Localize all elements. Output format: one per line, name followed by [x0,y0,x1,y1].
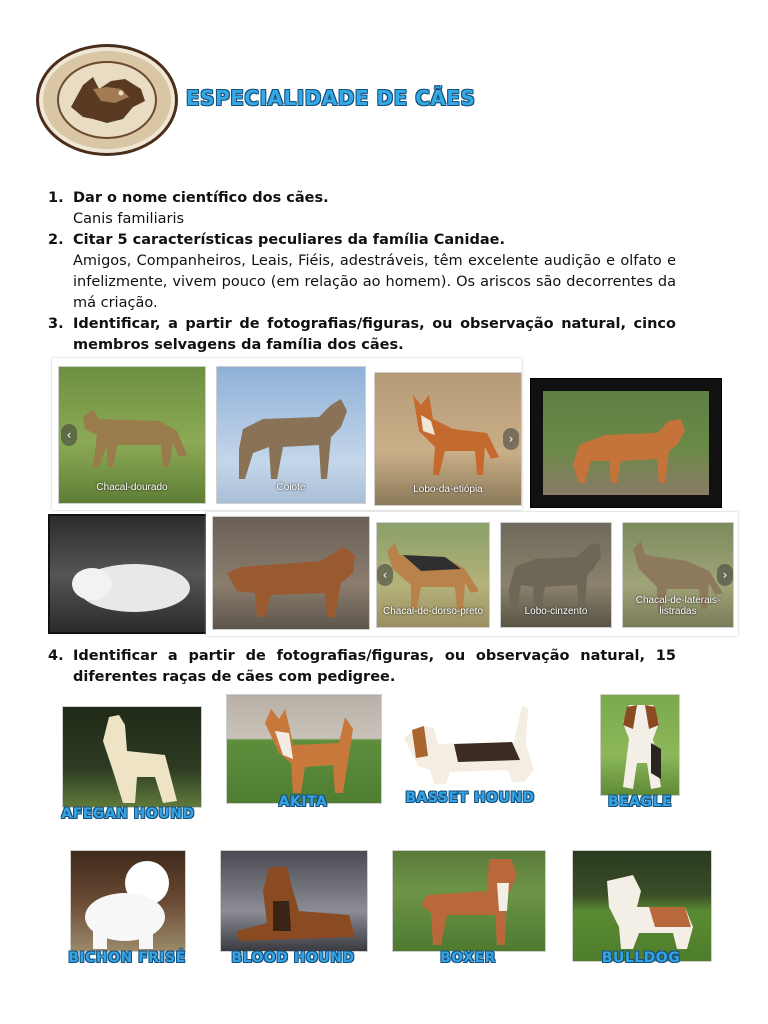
beagle-silhouette-icon [611,699,671,793]
bush-dog-silhouette-icon [221,537,361,623]
photo-caption: Lobo-cinzento [524,606,588,617]
breed-photo-bulldog [572,850,712,962]
breed-label: BULLDOG [601,950,681,966]
answer-2: Amigos, Companheiros, Leais, Fiéis, adestráveis, têm excelente audição e olfato e infelizmente, vivem pouco (em relação ao homem). Os ariscos são decorrentes da má criação. [73,253,676,311]
wild-photo-golden-jackal [58,366,206,504]
breed-photo-afghan-hound [62,706,202,808]
breed-label: AKITA [278,794,328,810]
wild-photo-bush-dog [212,516,370,630]
wild-photo-dhole [530,378,722,508]
akita-silhouette-icon [253,703,357,799]
question-1 [48,188,676,209]
wild-photo-black-backed-jackal [376,522,490,628]
question-3 [48,314,676,356]
dog-specialty-badge [36,44,178,156]
photo-caption: Chacal-dourado [96,482,168,493]
breed-label: BOXER [440,950,496,966]
boxer-silhouette-icon [407,855,531,949]
answer-1: Canis familiaris [73,211,185,227]
breed-photo-basset-hound [392,700,546,792]
questions-block [48,188,676,356]
black-backed-jackal-silhouette-icon [381,535,485,615]
question-text: Identificar a partir de fotografias/figuras, ou observação natural, 15 diferentes raças de cães com pedigree. [73,648,676,685]
photo-caption: Lobo-da-etiópia [413,484,483,495]
breed-photo-boxer [392,850,546,952]
breed-photo-bloodhound [220,850,368,952]
question-number: 4. [48,648,64,664]
breed-photo-beagle [600,694,680,796]
bloodhound-silhouette-icon [229,861,361,947]
badge-inner [57,61,157,139]
bichon-frise-silhouette-icon [79,857,177,951]
jackal-silhouette-icon [69,389,195,473]
carousel-prev-button[interactable]: ‹ [377,564,393,586]
ethiopian-wolf-silhouette-icon [395,385,505,481]
wolf-head-icon [63,67,151,133]
breed-photo-akita [226,694,382,804]
wild-photo-side-striped-jackal [622,522,734,628]
breed-photo-bichon-frise [70,850,186,952]
question-text: Citar 5 características peculiares da família Canidae. [73,232,505,248]
gray-wolf-silhouette-icon [505,535,607,615]
photo-caption: Chacal-de-dorso-preto [382,606,484,617]
question-text: Dar o nome científico dos cães. [73,190,329,206]
breed-label: BASSET HOUND [405,790,535,806]
photo-caption: Coiote [276,482,306,493]
question-number: 1. [48,190,64,206]
breed-label: AFEGAN HOUND [61,806,195,822]
basset-hound-silhouette-icon [394,700,544,792]
carousel-next-button[interactable]: › [503,428,519,450]
question-text: Identificar, a partir de fotografias/figuras, ou observação natural, cinco membros selvagens da família dos cães. [73,316,676,353]
question-2 [48,230,676,251]
afghan-hound-silhouette-icon [85,711,181,807]
question-number: 3. [48,316,64,332]
breed-label: BICHON FRISÉ [68,950,186,966]
coyote-silhouette-icon [223,387,359,483]
carousel-prev-button[interactable]: ‹ [61,424,77,446]
photo-caption: Chacal-de-laterais-listradas [635,595,721,617]
breed-label: BEAGLE [607,794,673,810]
question-number: 2. [48,232,64,248]
page-title: ESPECIALIDADE DE CÃES [186,86,476,110]
arctic-fox-silhouette-icon [64,544,194,618]
wild-photo-ethiopian-wolf [374,372,522,506]
dhole-silhouette-icon [565,405,691,491]
bulldog-silhouette-icon [599,867,697,953]
wild-photo-gray-wolf [500,522,612,628]
wild-photo-arctic-fox [48,514,208,634]
question-4-block [48,646,676,688]
carousel-next-button[interactable]: › [717,564,733,586]
wild-photo-coyote [216,366,366,504]
breed-label: BLOOD HOUND [231,950,355,966]
question-4 [48,646,676,688]
